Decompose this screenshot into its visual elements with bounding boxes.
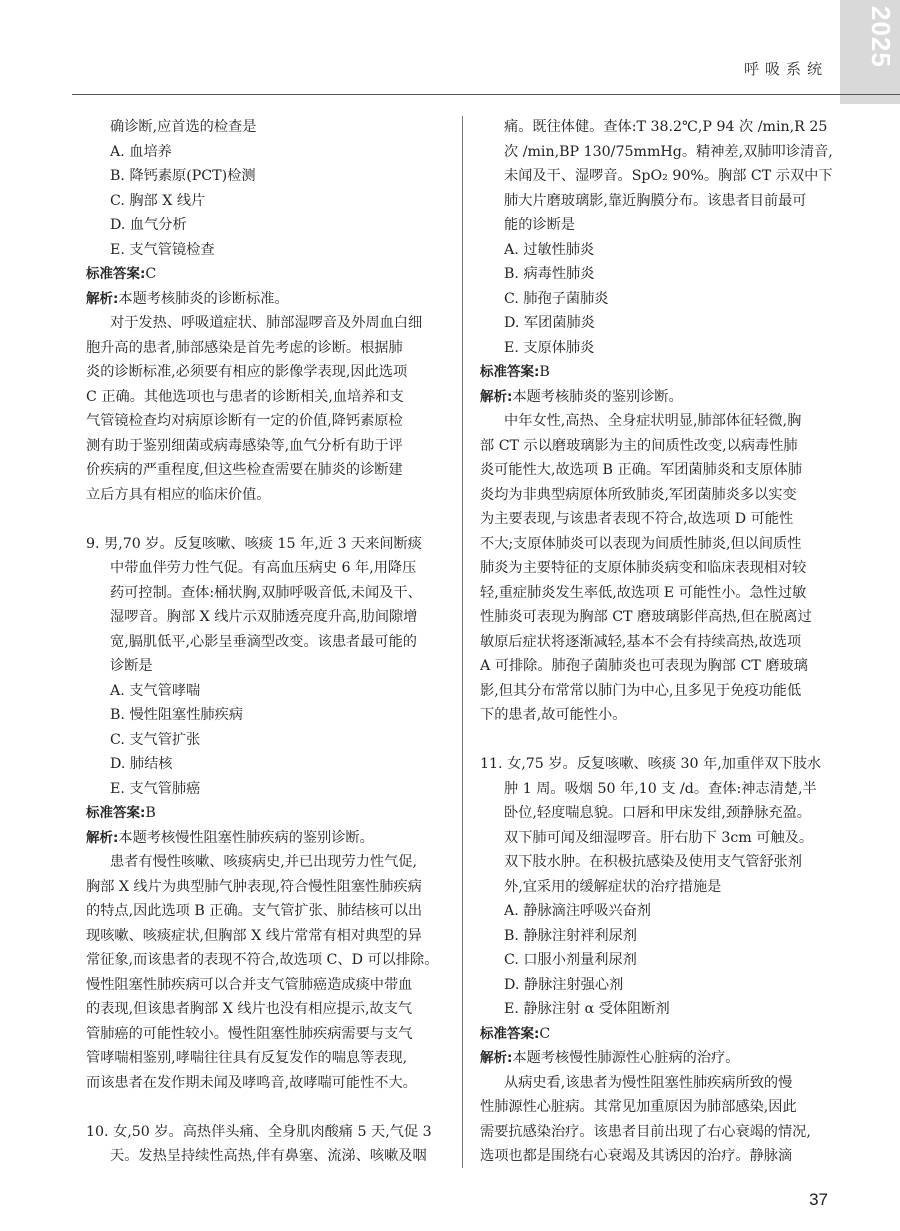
line-text: D. 军团菌肺炎 — [504, 315, 595, 331]
line-text: A. 支气管哮喘 — [110, 682, 201, 699]
text-line — [480, 115, 828, 140]
text-line — [480, 752, 824, 777]
text-line — [480, 679, 824, 704]
line-text: B. 静脉注射袢利尿剂 — [504, 927, 637, 944]
line-text: 本题考核慢性肺源性心脏病的治疗。 — [512, 1050, 740, 1066]
text-line — [86, 948, 442, 973]
paragraph-gap — [86, 1095, 442, 1120]
line-text: A 可排除。肺孢子菌肺炎也可表现为胸部 CT 磨玻璃 — [480, 658, 808, 674]
answer-label: 标准答案: — [86, 805, 146, 821]
text-line — [86, 924, 442, 949]
text-line — [86, 483, 442, 508]
answer-option — [86, 164, 442, 189]
answer-option — [480, 973, 824, 998]
analysis-line — [86, 287, 442, 312]
line-text: B — [539, 364, 550, 380]
line-text: 湿啰音。胸部 X 线片示双肺透亮度升高,肋间隙增 — [110, 609, 418, 625]
text-line — [480, 507, 824, 532]
answer-option — [86, 679, 442, 704]
standard-answer — [86, 262, 442, 287]
line-text: 双下肺可闻及细湿啰音。肝右肋下 3cm 可触及。 — [504, 829, 814, 846]
text-line — [480, 483, 824, 508]
text-line — [480, 581, 824, 606]
line-text: 下的患者,故可能性小。 — [480, 707, 627, 723]
text-line — [480, 213, 824, 238]
line-text: A. 过敏性肺炎 — [504, 241, 595, 258]
answer-option — [86, 213, 442, 238]
text-line — [86, 997, 442, 1022]
analysis-line — [480, 1046, 824, 1071]
text-line — [480, 875, 824, 900]
left-column — [86, 115, 442, 1169]
standard-answer — [480, 360, 824, 385]
line-text: 的特点,因此选项 B 正确。支气管扩张、肺结核可以出 — [86, 903, 423, 919]
right-column — [480, 115, 833, 1169]
answer-label: 标准答案: — [480, 364, 540, 380]
line-text: 本题考核肺炎的诊断标准。 — [118, 290, 289, 307]
analysis-label: 解析: — [480, 388, 513, 405]
text-line — [86, 360, 442, 385]
line-text: 管肺癌的可能性较小。慢性阻塞性肺疾病需要与支气 — [86, 1025, 413, 1042]
text-line — [480, 532, 824, 557]
line-text: 测有助于鉴别细菌或病毒感染等,血气分析有助于评 — [86, 437, 403, 454]
line-text: 为主要表现,与该患者表现不符合,故选项 D 可能性 — [480, 511, 794, 527]
text-line — [480, 605, 824, 630]
line-text: 外,宜采用的缓解症状的治疗措施是 — [504, 878, 722, 895]
analysis-label: 解析: — [86, 829, 119, 846]
paragraph-gap — [86, 507, 442, 532]
text-line — [86, 556, 442, 581]
line-text: 炎均为非典型病原体所致肺炎,军团菌肺炎多以实变 — [480, 486, 797, 503]
line-text: E. 支气管肺癌 — [110, 780, 201, 797]
text-line — [480, 1095, 824, 1120]
line-text: C. 肺孢子菌肺炎 — [504, 290, 609, 307]
text-line — [480, 556, 824, 581]
header-rule — [72, 94, 900, 95]
line-text: E. 支原体肺炎 — [504, 339, 595, 356]
line-text: 卧位,轻度喘息貌。口唇和甲床发绀,颈静脉充盈。 — [504, 805, 811, 821]
answer-option — [86, 189, 442, 214]
text-line — [86, 434, 442, 459]
line-text: 次 /min,BP 130/75mmHg。精神差,双肺叩诊清音, — [504, 143, 833, 160]
line-text: 确诊断,应首选的检查是 — [110, 119, 257, 135]
answer-label: 标准答案: — [480, 1025, 540, 1042]
line-text: 而该患者在发作期未闻及哮鸣音,故哮喘可能性不大。 — [86, 1074, 417, 1091]
line-text: B — [145, 805, 156, 821]
line-text: 需要抗感染治疗。该患者目前出现了右心衰竭的情况, — [480, 1123, 811, 1140]
line-text: 11. 女,75 岁。反复咳嗽、咳痰 30 年,加重伴双下肢水 — [480, 756, 822, 772]
text-line — [86, 532, 442, 557]
text-line — [86, 875, 442, 900]
text-line — [86, 1071, 442, 1096]
answer-option — [480, 262, 824, 287]
text-line — [86, 605, 442, 630]
line-text: 对于发热、呼吸道症状、肺部湿啰音及外周血白细 — [110, 315, 423, 331]
answer-option — [86, 777, 442, 802]
analysis-line — [480, 385, 824, 410]
text-line — [86, 336, 442, 361]
page-number: 37 — [809, 1190, 828, 1209]
text-line — [480, 850, 824, 875]
paragraph-gap — [480, 728, 824, 753]
standard-answer — [480, 1022, 824, 1047]
line-text: C — [145, 266, 157, 282]
line-text: A. 静脉滴注呼吸兴奋剂 — [504, 903, 651, 919]
text-line — [480, 826, 824, 851]
line-text: D. 静脉注射强心剂 — [504, 976, 624, 993]
text-line — [86, 850, 442, 875]
line-text: B. 病毒性肺炎 — [504, 266, 595, 282]
answer-label: 标准答案: — [86, 266, 146, 282]
line-text: 胞升高的患者,肺部感染是首先考虑的诊断。根据肺 — [86, 339, 403, 356]
line-text: 炎可能性大,故选项 B 正确。军团菌肺炎和支原体肺 — [480, 462, 802, 478]
text-line — [86, 581, 442, 606]
line-text: 价疾病的严重程度,但这些检查需要在肺炎的诊断建 — [86, 462, 403, 478]
text-line — [86, 1144, 442, 1169]
line-text: 药可控制。查体:桶状胸,双肺呼吸音低,未闻及干、 — [110, 584, 422, 601]
line-text: 气管镜检查均对病原诊断有一定的价值,降钙素原检 — [86, 413, 403, 429]
text-line — [480, 703, 824, 728]
line-text: 双下肢水肿。在积极抗感染及使用支气管舒张剂 — [504, 854, 802, 870]
line-text: C — [539, 1025, 551, 1042]
text-line — [480, 409, 824, 434]
text-line — [480, 164, 833, 189]
line-text: 未闻及干、湿啰音。SpO₂ 90%。胸部 CT 示双中下 — [504, 168, 833, 184]
text-line — [480, 801, 824, 826]
line-text: 慢性阻塞性肺疾病可以合并支气管肺癌造成痰中带血 — [86, 976, 413, 993]
line-text: E. 支气管镜检查 — [110, 241, 215, 258]
line-text: D. 肺结核 — [110, 756, 173, 772]
text-line — [480, 630, 824, 655]
line-text: 痛。既往体健。查体:T 38.2℃,P 94 次 /min,R 25 — [504, 119, 828, 135]
line-text: 天。发热呈持续性高热,伴有鼻塞、流涕、咳嗽及咽 — [110, 1148, 427, 1164]
standard-answer — [86, 801, 442, 826]
year-tab — [840, 0, 900, 104]
text-line — [86, 654, 442, 679]
line-text: 诊断是 — [110, 658, 153, 674]
line-text: 影,但其分布常常以肺门为中心,且多见于免疫功能低 — [480, 682, 802, 699]
answer-option — [480, 311, 824, 336]
answer-option — [480, 899, 824, 924]
line-text: C. 口服小剂量利尿剂 — [504, 952, 637, 968]
line-text: 9. 男,70 岁。反复咳嗽、咳痰 15 年,近 3 天来间断痰 — [86, 535, 422, 552]
line-text: 肺大片磨玻璃影,靠近胸膜分布。该患者目前最可 — [504, 192, 807, 209]
line-text: 能的诊断是 — [504, 217, 575, 233]
line-text: 常征象,而该患者的表现不符合,故选项 C、D 可以排除。 — [86, 952, 439, 968]
answer-option — [86, 752, 442, 777]
line-text: 敏原后症状将逐渐减轻,基本不会有持续高热,故选项 — [480, 633, 802, 650]
line-text: 肺炎为主要特征的支原体肺炎病变和临床表现相对较 — [480, 560, 807, 576]
text-line — [86, 1120, 442, 1145]
text-line — [86, 1046, 442, 1071]
line-text: B. 慢性阻塞性肺疾病 — [110, 707, 243, 723]
section-title: 呼吸系统 — [743, 60, 828, 78]
line-text: 轻,重症肺炎发生率低,故选项 E 可能性小。急性过敏 — [480, 584, 807, 601]
text-line — [86, 115, 442, 140]
line-text: A. 血培养 — [110, 143, 172, 160]
line-text: E. 静脉注射 α 受体阻断剂 — [504, 1001, 670, 1017]
line-text: 本题考核肺炎的鉴别诊断。 — [512, 388, 683, 405]
text-line — [86, 899, 442, 924]
line-text: 立后方具有相应的临床价值。 — [86, 486, 271, 503]
line-text: 性肺炎可表现为胸部 CT 磨玻璃影伴高热,但在脱离过 — [480, 609, 812, 625]
text-line — [480, 654, 824, 679]
line-text: 患者有慢性咳嗽、咳痰病史,并已出现劳力性气促, — [110, 854, 417, 870]
column-divider — [462, 116, 463, 1168]
year-tab-label: 2025 — [866, 6, 896, 68]
line-text: 选项也都是围绕右心衰竭及其诱因的治疗。静脉滴 — [480, 1148, 793, 1164]
text-line — [86, 311, 442, 336]
line-text: 中带血伴劳力性气促。有高血压病史 6 年,用降压 — [110, 560, 417, 576]
line-text: D. 血气分析 — [110, 217, 187, 233]
text-line — [86, 973, 442, 998]
text-line — [480, 458, 824, 483]
line-text: 本题考核慢性阻塞性肺疾病的鉴别诊断。 — [118, 829, 374, 846]
answer-option — [480, 238, 824, 263]
answer-option — [480, 997, 824, 1022]
line-text: 性肺源性心脏病。其常见加重原因为肺部感染,因此 — [480, 1099, 797, 1115]
text-line — [86, 630, 442, 655]
text-line — [480, 777, 824, 802]
text-line — [480, 140, 833, 165]
answer-option — [480, 948, 824, 973]
text-line — [86, 458, 442, 483]
answer-option — [86, 238, 442, 263]
answer-option — [86, 703, 442, 728]
line-text: 中年女性,高热、全身症状明显,肺部体征轻微,胸 — [504, 413, 802, 429]
text-line — [480, 434, 824, 459]
line-text: 宽,膈肌低平,心影呈垂滴型改变。该患者最可能的 — [110, 633, 417, 650]
line-text: C 正确。其他选项也与患者的诊断相关,血培养和支 — [86, 388, 404, 405]
text-line — [86, 385, 442, 410]
line-text: 肿 1 周。吸烟 50 年,10 支 /d。查体:神志清楚,半 — [504, 780, 817, 797]
line-text: B. 降钙素原(PCT)检测 — [110, 168, 256, 184]
analysis-line — [86, 826, 442, 851]
line-text: 的表现,但该患者胸部 X 线片也没有相应提示,故支气 — [86, 1001, 413, 1017]
answer-option — [480, 336, 824, 361]
answer-option — [480, 287, 824, 312]
analysis-label: 解析: — [480, 1050, 513, 1066]
text-line — [480, 1120, 824, 1145]
line-text: C. 支气管扩张 — [110, 731, 201, 748]
answer-option — [86, 140, 442, 165]
line-text: 胸部 X 线片为典型肺气肿表现,符合慢性阻塞性肺疾病 — [86, 878, 422, 895]
text-line — [480, 1144, 824, 1169]
line-text: 从病史看,该患者为慢性阻塞性肺疾病所致的慢 — [504, 1074, 793, 1091]
line-text: 10. 女,50 岁。高热伴头痛、全身肌肉酸痛 5 天,气促 3 — [86, 1123, 432, 1140]
line-text: 炎的诊断标准,必须要有相应的影像学表现,因此选项 — [86, 364, 408, 380]
line-text: 不大;支原体肺炎可以表现为间质性肺炎,但以间质性 — [480, 535, 802, 552]
line-text: 管哮喘相鉴别,哮喘往往具有反复发作的喘息等表现, — [86, 1050, 408, 1066]
text-line — [86, 1022, 442, 1047]
text-line — [480, 1071, 824, 1096]
text-line — [86, 409, 442, 434]
line-text: 部 CT 示以磨玻璃影为主的间质性改变,以病毒性肺 — [480, 437, 798, 454]
line-text: C. 胸部 X 线片 — [110, 192, 206, 209]
text-line — [480, 189, 824, 214]
line-text: 现咳嗽、咳痰症状,但胸部 X 线片常常有相对典型的异 — [86, 927, 422, 944]
answer-option — [86, 728, 442, 753]
analysis-label: 解析: — [86, 290, 119, 307]
answer-option — [480, 924, 824, 949]
